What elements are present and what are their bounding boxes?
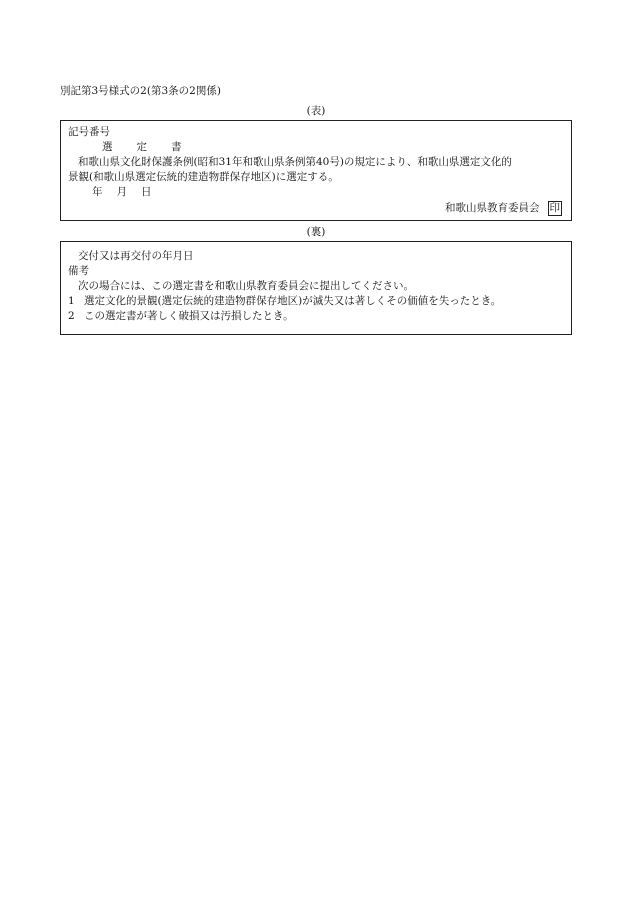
back-side-label: (裏) [306, 226, 326, 238]
remarks-label: 備考 [68, 265, 89, 277]
form-heading: 別記第3号様式の2(第3条の2関係) [60, 85, 221, 97]
issuer-name: 和歌山県教育委員会 [445, 202, 540, 214]
remarks-intro: 次の場合には、この選定書を和歌山県教育委員会に提出してください。 [78, 280, 414, 292]
title-char: 選 [102, 141, 113, 153]
certificate-title [68, 140, 564, 155]
remarks-item [68, 309, 564, 324]
title-char: 定 [136, 141, 147, 153]
title-char: 書 [171, 141, 182, 153]
back-certificate-box [60, 241, 572, 335]
remarks-item-number: 2 [68, 310, 75, 322]
remarks-item [68, 294, 564, 309]
issuer-line [68, 201, 564, 216]
front-side-label: (表) [306, 105, 326, 117]
remarks-item-text: この選定書が著しく破損又は汚損したとき。 [84, 310, 294, 322]
front-certificate-box [60, 120, 572, 221]
date-line [68, 185, 564, 200]
date-day-label: 日 [141, 186, 152, 198]
certificate-body-line: 和歌山県文化財保護条例(昭和31年和歌山県条例第40号)の規定により、和歌山県選定文化的 [78, 156, 512, 168]
remarks-item-text: 選定文化的景観(選定伝統的建造物群保存地区)が滅失又は著しくその価値を失ったとき。 [84, 295, 502, 307]
certificate-body-line: 景観(和歌山県選定伝統的建造物群保存地区)に選定する。 [68, 171, 339, 183]
record-number-label: 記号番号 [68, 126, 110, 138]
issue-date-label: 交付又は再交付の年月日 [78, 250, 194, 262]
date-year-label: 年 [92, 186, 103, 198]
seal-mark: 印 [549, 202, 560, 214]
remarks-item-number: 1 [68, 295, 75, 307]
date-month-label: 月 [116, 186, 127, 198]
